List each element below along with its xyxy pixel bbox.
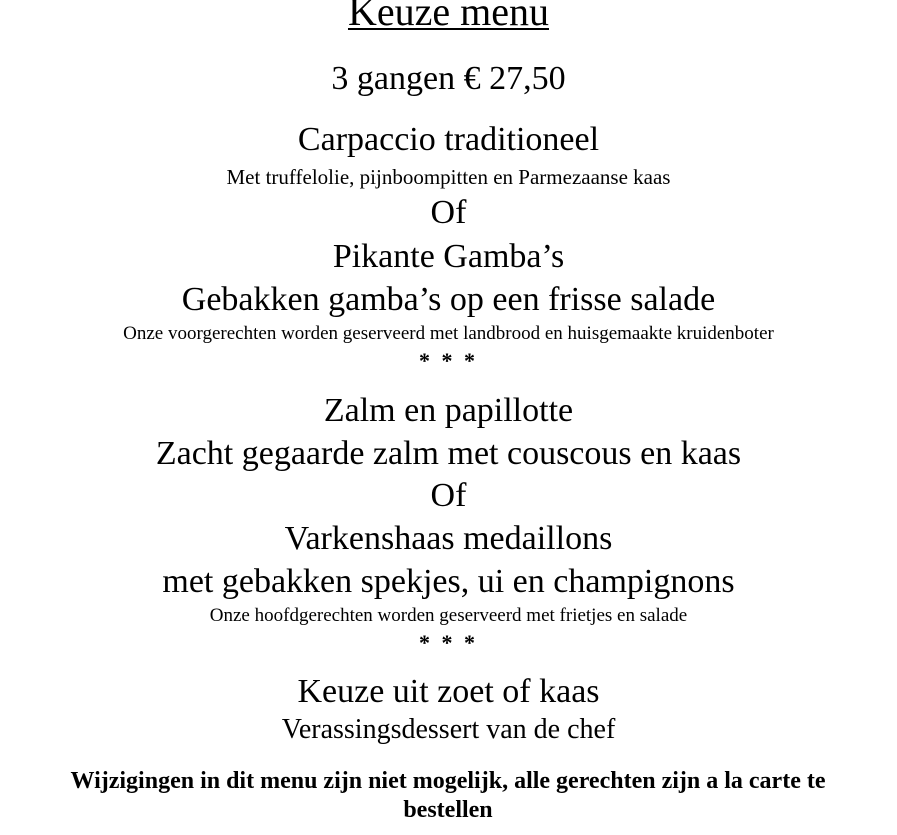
dessert-name: Keuze uit zoet of kaas (297, 673, 600, 710)
dessert-description: Verassingsdessert van de chef (281, 714, 616, 745)
starter-1-name: Carpaccio traditioneel (297, 121, 600, 158)
menu-footer-note: Wijzigingen in dit menu zijn niet mogelijk, alle gerechten zijn a la carte te bestellen (70, 768, 826, 823)
main-or-divider: Of (430, 477, 467, 514)
starter-or-divider: Of (430, 194, 467, 231)
main-1-name: Zalm en papillotte (323, 392, 574, 429)
main-2-name: Varkenshaas medaillons (284, 520, 613, 557)
starters-note: Onze voorgerechten worden geserveerd met landbrood en huisgemaakte kruidenboter (123, 323, 774, 344)
main-2-description: met gebakken spekjes, ui en champignons (162, 563, 735, 600)
starter-2-name: Pikante Gamba’s (332, 238, 565, 275)
menu-title: Keuze menu (347, 0, 549, 34)
mains-note: Onze hoofdgerechten worden geserveerd met frietjes en salade (209, 605, 688, 626)
main-1-description: Zacht gegaarde zalm met couscous en kaas (155, 435, 742, 472)
menu-price: 3 gangen € 27,50 (331, 60, 566, 97)
section-separator-2: * * * (419, 630, 478, 655)
section-separator-1: * * * (419, 348, 478, 373)
starter-2-description: Gebakken gamba’s op een frisse salade (181, 281, 716, 318)
starter-1-description: Met truffelolie, pijnboompitten en Parmezaanse kaas (226, 165, 671, 189)
